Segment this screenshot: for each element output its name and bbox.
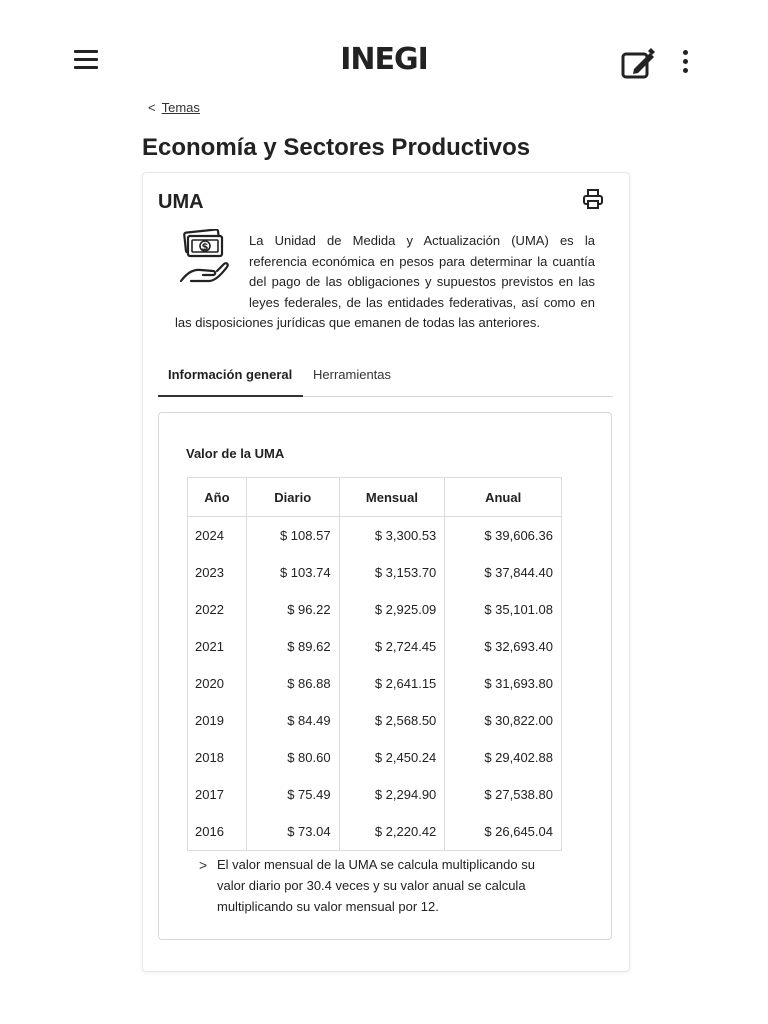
cell-monthly: $ 2,568.50 [339, 702, 445, 739]
cell-annual: $ 31,693.80 [445, 665, 562, 702]
panel-title: Valor de la UMA [186, 446, 285, 461]
cell-monthly: $ 2,220.42 [339, 813, 445, 851]
cell-daily: $ 103.74 [246, 554, 339, 591]
cell-annual: $ 30,822.00 [445, 702, 562, 739]
active-tab-indicator [158, 395, 303, 397]
inegi-logo[interactable]: INEGI [340, 42, 428, 77]
column-header-anual: Anual [445, 478, 562, 517]
table-row [188, 591, 562, 628]
table-row [188, 776, 562, 813]
cell-year: 2024 [188, 517, 247, 555]
cell-year: 2022 [188, 591, 247, 628]
cell-daily: $ 96.22 [246, 591, 339, 628]
column-header-mensual: Mensual [339, 478, 445, 517]
breadcrumb-chevron-icon: < [148, 100, 156, 115]
cell-daily: $ 75.49 [246, 776, 339, 813]
cell-annual: $ 37,844.40 [445, 554, 562, 591]
edit-note-icon[interactable] [620, 47, 656, 81]
cell-year: 2019 [188, 702, 247, 739]
cell-monthly: $ 3,300.53 [339, 517, 445, 555]
cell-monthly: $ 2,641.15 [339, 665, 445, 702]
column-header-ano: Año [188, 478, 247, 517]
note-text: El valor mensual de la UMA se calcula multiplicando su valor diario por 30.4 veces y su valor anual se calcula multiplicando su valor mensual por 12. [217, 857, 535, 914]
cell-year: 2021 [188, 628, 247, 665]
chevron-right-icon: > [199, 857, 208, 873]
cell-daily: $ 84.49 [246, 702, 339, 739]
cell-year: 2023 [188, 554, 247, 591]
intro-text: La Unidad de Medida y Actualización (UMA) es la referencia económica en pesos para determinar la cuantía del pago de las obligaciones y supuestos previstos en las leyes federales, de las entidades federativas, así como en las disposiciones jurídicas que emanen de todas las anteriores. [175, 233, 595, 330]
calculation-note[interactable] [199, 854, 559, 917]
cell-monthly: $ 2,724.45 [339, 628, 445, 665]
cell-annual: $ 27,538.80 [445, 776, 562, 813]
cell-daily: $ 108.57 [246, 517, 339, 555]
table-row [188, 517, 562, 555]
tab-herramientas[interactable]: Herramientas [313, 367, 392, 382]
table-row [188, 554, 562, 591]
card-title: UMA [158, 191, 204, 213]
cell-monthly: $ 2,925.09 [339, 591, 445, 628]
cell-annual: $ 39,606.36 [445, 517, 562, 555]
cell-annual: $ 29,402.88 [445, 739, 562, 776]
cell-monthly: $ 2,294.90 [339, 776, 445, 813]
cell-year: 2020 [188, 665, 247, 702]
table-row [188, 739, 562, 776]
cell-daily: $ 80.60 [246, 739, 339, 776]
cell-annual: $ 35,101.08 [445, 591, 562, 628]
cell-year: 2016 [188, 813, 247, 851]
table-row [188, 813, 562, 851]
column-header-diario: Diario [246, 478, 339, 517]
cell-year: 2018 [188, 739, 247, 776]
breadcrumb-link-temas[interactable]: Temas [161, 100, 200, 115]
uma-table [187, 477, 562, 851]
table-row [188, 702, 562, 739]
more-vertical-icon[interactable] [676, 50, 694, 80]
cell-daily: $ 89.62 [246, 628, 339, 665]
cell-monthly: $ 3,153.70 [339, 554, 445, 591]
uma-card [142, 172, 630, 972]
printer-icon[interactable] [581, 187, 605, 211]
cell-daily: $ 73.04 [246, 813, 339, 851]
cell-year: 2017 [188, 776, 247, 813]
cell-monthly: $ 2,450.24 [339, 739, 445, 776]
intro-paragraph [175, 231, 595, 334]
top-app-bar [0, 0, 768, 120]
breadcrumb [148, 100, 200, 115]
page-title: Economía y Sectores Productivos [142, 134, 531, 161]
tab-bar [158, 363, 613, 397]
cell-daily: $ 86.88 [246, 665, 339, 702]
tab-informacion-general[interactable]: Información general [168, 367, 293, 382]
table-header-row [188, 478, 562, 517]
uma-value-panel [158, 412, 612, 940]
table-row [188, 665, 562, 702]
svg-text:$: $ [201, 242, 209, 253]
table-row [188, 628, 562, 665]
cell-annual: $ 26,645.04 [445, 813, 562, 851]
cell-annual: $ 32,693.40 [445, 628, 562, 665]
